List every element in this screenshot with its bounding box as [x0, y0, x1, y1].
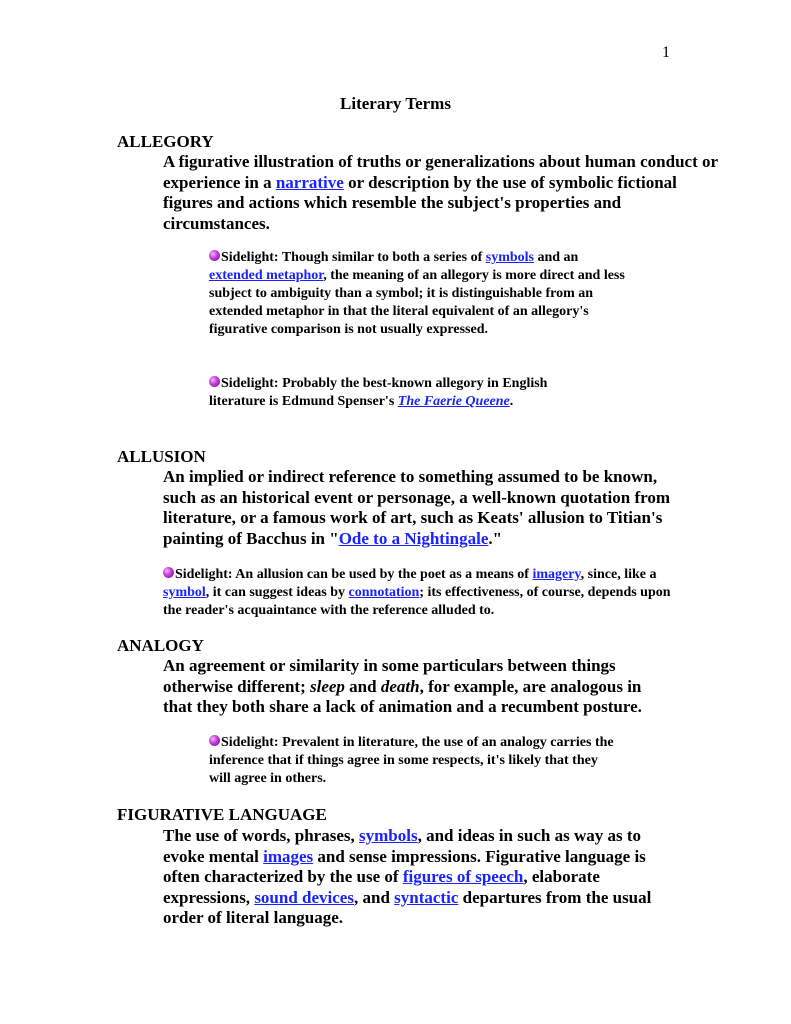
italic-sleep: sleep	[309, 676, 345, 696]
link-extended-metaphor[interactable]: extended metaphor	[209, 268, 324, 283]
sidelight-allusion	[163, 566, 678, 620]
term-figurative-language: FIGURATIVE LANGUAGE	[117, 805, 327, 824]
link-figures-of-speech[interactable]: figures of speech	[402, 867, 524, 886]
sidelight-text: ; its effectiveness, of course, depends upon the reader's acquaintance with the reference alluded to.	[163, 585, 671, 618]
bullet-icon	[209, 376, 220, 387]
link-symbols[interactable]: symbols	[485, 250, 534, 265]
bullet-icon	[209, 735, 220, 746]
page-number: 1	[662, 44, 670, 61]
italic-death: death	[380, 676, 420, 696]
sidelight-text: Sidelight: An allusion can be used by the poet as a means of	[175, 567, 533, 582]
definition-text: , for example, are analogous in that they both share a lack of animation and a recumbent posture.	[163, 676, 642, 716]
term-allegory: ALLEGORY	[117, 132, 214, 151]
definition-text: , and	[353, 887, 395, 907]
definition-analogy	[163, 656, 663, 718]
sidelight-text: Sidelight: Probably the best-known allegory in English literature is Edmund Spenser's	[209, 376, 548, 409]
term-analogy: ANALOGY	[117, 636, 204, 655]
link-the-faerie-queene[interactable]: The Faerie Queene	[397, 394, 510, 409]
sidelight-text: Sidelight: Prevalent in literature, the use of an analogy carries the inference that if things agree in some respects, it's likely that they will agree in others.	[209, 735, 614, 786]
link-symbols[interactable]: symbols	[359, 826, 418, 845]
term-allusion: ALLUSION	[117, 447, 206, 466]
link-narrative[interactable]: narrative	[275, 172, 344, 192]
definition-text: departures from the usual order of literal language.	[163, 887, 652, 927]
sidelight-text: , it can suggest ideas by	[205, 585, 349, 600]
definition-text: A figurative illustration of truths or generalizations about human conduct or experience in a	[163, 152, 718, 192]
definition-text: An implied or indirect reference to something assumed to be known, such as an historical event or personage, a well-known quotation from literature, or a famous work of art, such as Keats' allusion to Titian's painting of Bacchus in "	[163, 467, 671, 548]
definition-allegory	[163, 152, 723, 234]
definition-text: and sense impressions. Figurative language is often characterized by the use of	[163, 846, 646, 886]
definition-text: and	[344, 676, 381, 696]
sidelight-allegory-2	[209, 375, 599, 411]
definition-text: , elaborate expressions,	[163, 867, 600, 907]
bullet-icon	[163, 567, 174, 578]
bullet-icon	[209, 250, 220, 261]
sidelight-text: , the meaning of an allegory is more direct and less subject to ambiguity than a symbol; it is distinguishable from an extended metaphor in that the literal equivalent of an allegory's figurative comparison is not usually expressed.	[209, 268, 625, 337]
link-sound-devices[interactable]: sound devices	[254, 887, 354, 907]
sidelight-text: Sidelight: Though similar to both a series of	[221, 250, 486, 265]
link-ode-to-a-nightingale[interactable]: Ode to a Nightingale	[338, 528, 489, 548]
link-syntactic[interactable]: syntactic	[394, 887, 459, 907]
page-title: Literary Terms	[340, 94, 451, 113]
definition-allusion	[163, 467, 673, 549]
sidelight-analogy	[209, 734, 619, 788]
sidelight-text: .	[509, 394, 514, 409]
sidelight-allegory-1	[209, 249, 634, 339]
definition-figurative-language	[163, 826, 668, 929]
link-symbol[interactable]: symbol	[163, 585, 206, 600]
definition-text: An agreement or similarity in some particulars between things otherwise different;	[163, 656, 616, 696]
link-images[interactable]: images	[263, 846, 314, 866]
definition-text: , and ideas in such as way as to evoke mental	[163, 826, 641, 866]
sidelight-text: , since, like a	[580, 567, 657, 582]
definition-text: or description by the use of symbolic fictional figures and actions which resemble the subject's properties and circumstances.	[163, 172, 677, 233]
link-connotation[interactable]: connotation	[348, 585, 420, 600]
definition-text: The use of words, phrases,	[163, 826, 359, 845]
definition-text: ."	[488, 528, 503, 548]
sidelight-text: and an	[533, 250, 579, 265]
link-imagery[interactable]: imagery	[532, 567, 581, 582]
